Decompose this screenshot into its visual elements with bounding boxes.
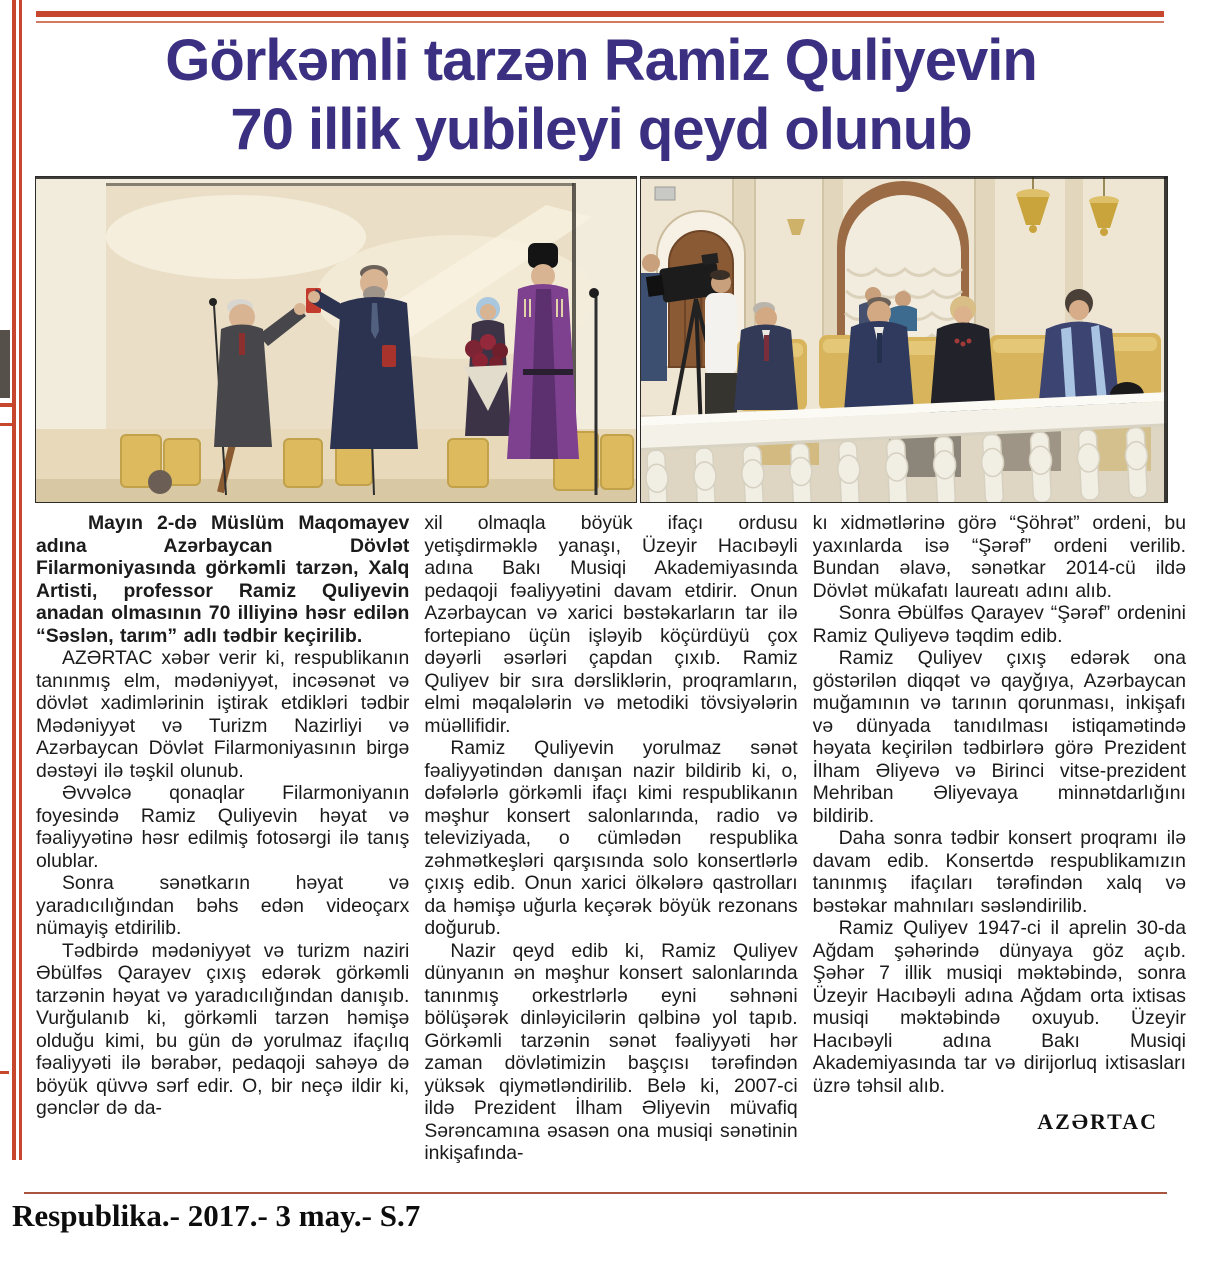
paragraph: Daha sonra tədbir konsert proqramı ilə davam edib. Konsertdə respublikamızın tanınmış ifaçıları tərəfindən xalq və bəstəkar mahnıları səsləndirilib. <box>812 827 1186 917</box>
article-headline <box>36 26 1166 164</box>
article-body <box>36 512 1186 1165</box>
paragraph: Ramiz Quliyev 1947-ci il aprelin 30-da Ağdam şəhərində dünyaya göz açıb. Şəhər 7 illik musiqi məktəbində, sonra Üzeyir Hacıbəyli adına Ağdam orta ixtisas musiqi məktəbində oxuyub. Üzeyir Hacıbəyli adına Bakı Musiqi Akademiyasında tar və dirijorluq ixtisasları üzrə təhsil alıb. <box>812 917 1186 1097</box>
award-ceremony-photo <box>36 177 636 502</box>
left-red-dash-2 <box>0 423 12 426</box>
headline-line-1: Görkəmli tarzən Ramiz Quliyevin <box>165 28 1037 93</box>
paragraph: Əvvəlcə qonaqlar Filarmoniyanın foyesində Ramiz Quliyevin həyat və fəaliyyətinə həsr edilmiş fotosərgi ilə tanış olublar. <box>36 782 410 872</box>
source-citation: Respublika.- 2017.- 3 may.- S.7 <box>12 1198 421 1233</box>
adjacent-page-photo-strip-dark <box>0 330 10 398</box>
paragraph: Ramiz Quliyev çıxış edərək ona göstərilən diqqət və qayğıya, Azərbaycan muğamının və tarının qorunması, inkişafı və dünyada tanıdılması istiqamətində həyata keçirilən tədbirlərə görə Prezident İlham Əliyevə və Birinci vitse-prezident Mehriban Əliyevaya minnətdarlığını bildirib. <box>812 647 1186 827</box>
article-column-1 <box>36 512 409 1165</box>
article-column-3 <box>813 512 1186 1165</box>
article-column-2 <box>424 512 797 1165</box>
paragraph: Ramiz Quliyevin yorulmaz sənət fəaliyyətindən danışan nazir bildirib ki, o, dəfələrlə görkəmli ifaçı kimi respublikanın məşhur konsert salonlarında, radio və televiziyada, o cümlədən respublika zəhmətkeşləri qarşısında solo konsertlərlə çıxış edib. Onun xarici ölkələrə qastrolları da həmişə uğurla keçərək böyük rezonans doğurub. <box>424 737 798 939</box>
headline-line-2: 70 illik yubileyi qeyd olunub <box>230 97 972 162</box>
paragraph: Nazir qeyd edib ki, Ramiz Quliyev dünyanın ən məşhur konsert salonlarında tanınmış orkestrlərlə eyni səhnəni bölüşərək dinləyicilərin qəlbinə yol tapıb. Görkəmli tarzənin sənət fəaliyyəti hər zaman dövlətimizin başçısı tərəfindən yüksək qiymətləndirilib. Belə ki, 2007-ci ildə Prezident İlham Əliyevin müvafiq Sərəncamına əsasən ona musiqi sənətinin inkişafında- <box>424 939 798 1164</box>
left-red-rule-inner <box>19 0 22 1160</box>
audience-hall-photo <box>641 177 1167 502</box>
paragraph: AZƏRTAC xəbər verir ki, respublikanın tanınmış elm, mədəniyyət, incəsənət və dövlət xadimlərinin iştirak etdikləri tədbir Mədəniyyət və Turizm Nazirliyi və Azərbaycan Dövlət Filarmoniyasının birgə dəstəyi ilə təşkil olunub. <box>36 647 410 782</box>
top-rule-thin <box>36 21 1164 23</box>
paragraph: Sonra Əbülfəs Qarayev “Şərəf” ordenini Ramiz Quliyevə təqdim edib. <box>812 602 1186 647</box>
left-red-dash-1 <box>0 403 12 407</box>
left-red-rule-outer <box>12 0 16 1160</box>
paragraph: Tədbirdə mədəniyyət və turizm naziri Əbülfəs Qarayev çıxış edərək görkəmli tarzənin həyat və yaradıcılığından danışıb. Vurğulanıb ki, görkəmli tarzən həmişə olduğu kimi, bu gün də yorulmaz ifaçılıq fəaliyyəti ilə bərabər, pedaqoji sahəyə də böyük qüvvə sərf edir. O, bir neçə ildir ki, gənclər də da- <box>36 939 410 1119</box>
paragraph-continuation: kı xidmətlərinə görə “Şöhrət” ordeni, bu yaxınlarda isə “Şərəf” ordeni verilib. Bundan əlavə, sənətkar 2014-cü ildə Dövlət mükafatı laureatı adını alıb. <box>812 512 1186 602</box>
agency-signature: AZƏRTAC <box>1037 1109 1158 1134</box>
left-red-dash-3 <box>0 1071 9 1074</box>
paragraph-continuation: xil olmaqla böyük ifaçı ordusu yetişdirməklə yanaşı, Üzeyir Hacıbəyli adına Bakı Musiqi Akademiyasında pedaqoji fəaliyyətini davam etdirir. Onun Azərbaycan və xarici bəstəkarların tar ilə fortepiano üçün işləyib köçürdüyü çox dəyərli əsərləri çapdan çıxıb. Ramiz Quliyev bir sıra dərsliklərin, proqramların, elmi məqalələrin və metodiki tövsiyələrin müəllifidir. <box>424 512 798 737</box>
photo-row <box>36 177 1167 502</box>
footer-rule <box>24 1192 1167 1194</box>
lead-paragraph: Mayın 2-də Müslüm Maqomayev adına Azərbaycan Dövlət Filarmoniyasında görkəmli tarzən, Xalq Artisti, professor Ramiz Quliyevin anadan olmasının 70 illiyinə həsr edilən “Səslən, tarım” adlı tədbir keçirilib. <box>36 512 410 647</box>
paragraph: Sonra sənətkarın həyat və yaradıcılığından bəhs edən videoçarx nümayiş etdirilib. <box>36 872 410 939</box>
top-rule-thick <box>36 11 1164 17</box>
